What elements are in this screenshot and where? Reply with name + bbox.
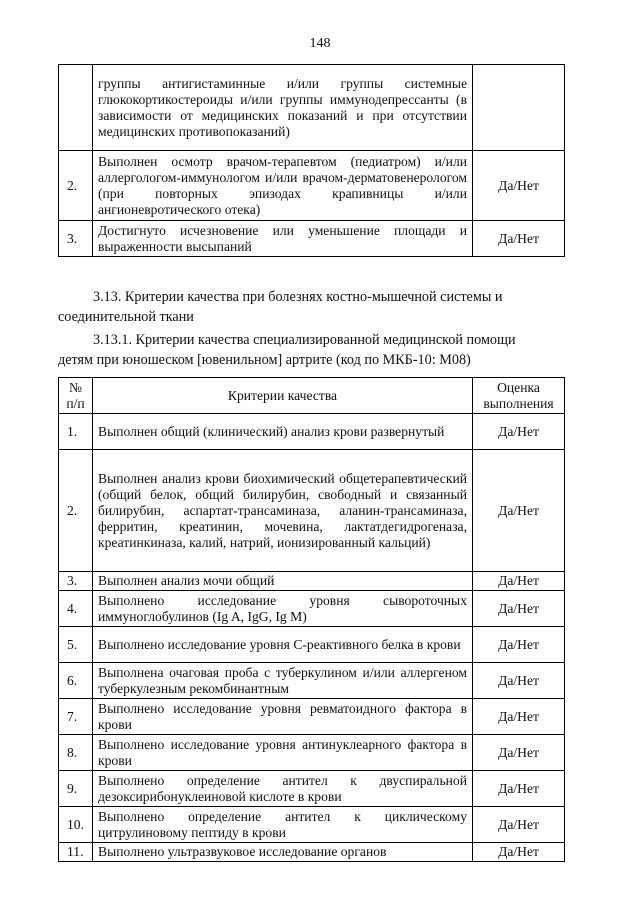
evaluation-cell: Да/Нет	[473, 450, 565, 572]
row-number: 1.	[59, 414, 93, 450]
evaluation-cell: Да/Нет	[473, 591, 565, 627]
criterion-text: Выполнено определение антител к двуспиральной дезоксирибонуклеиновой кислоте в крови	[93, 771, 473, 807]
table-row	[59, 450, 565, 572]
criterion-text: Выполнена очаговая проба с туберкулином и/или аллергеном туберкулезным рекомбинантным	[93, 663, 473, 699]
table-row	[59, 627, 565, 663]
table-row	[59, 771, 565, 807]
table-row	[59, 414, 565, 450]
table-row	[59, 221, 565, 257]
row-number: 8.	[59, 735, 93, 771]
evaluation-cell: Да/Нет	[473, 735, 565, 771]
row-number: 5.	[59, 627, 93, 663]
row-number: 2.	[59, 450, 93, 572]
table-row	[59, 699, 565, 735]
evaluation-cell: Да/Нет	[473, 699, 565, 735]
row-number: 11.	[59, 843, 93, 862]
quality-criteria-table	[58, 377, 565, 862]
row-number: 2.	[59, 151, 93, 221]
criterion-text: Выполнен анализ мочи общий	[93, 572, 473, 591]
header-evaluation: Оценка выполнения	[473, 378, 565, 414]
table-row	[59, 807, 565, 843]
table-row	[59, 65, 565, 151]
table-row	[59, 735, 565, 771]
criterion-text: Выполнен осмотр врачом-терапевтом (педиатром) и/или аллергологом-иммунологом и/или врачом-дерматовенерологом (при повторных эпизодах крапивницы и/или ангионевротического отека)	[93, 151, 473, 221]
criterion-text: Выполнено исследование уровня ревматоидного фактора в крови	[93, 699, 473, 735]
section-heading-3-13	[58, 287, 563, 327]
evaluation-cell: Да/Нет	[473, 627, 565, 663]
section-heading-line: 3.13.1. Критерии качества специализированной медицинской помощи	[93, 332, 516, 348]
table-row	[59, 572, 565, 591]
evaluation-cell: Да/Нет	[473, 663, 565, 699]
table-row	[59, 151, 565, 221]
row-number: 3.	[59, 572, 93, 591]
criterion-text: Достигнуто исчезновение или уменьшение площади и выраженности высыпаний	[93, 221, 473, 257]
row-number: 10.	[59, 807, 93, 843]
criterion-text: Выполнено исследование уровня сывороточных иммуноглобулинов (Ig A, IgG, Ig M)	[93, 591, 473, 627]
row-number: 4.	[59, 591, 93, 627]
section-heading-line: соединительной ткани	[58, 309, 194, 325]
criterion-text: Выполнено исследование уровня антинуклеарного фактора в крови	[93, 735, 473, 771]
row-number: 6.	[59, 663, 93, 699]
header-number: № п/п	[59, 378, 93, 414]
evaluation-cell: Да/Нет	[473, 771, 565, 807]
evaluation-cell: Да/Нет	[473, 807, 565, 843]
table-row	[59, 591, 565, 627]
evaluation-cell: Да/Нет	[473, 843, 565, 862]
table-header-row	[59, 378, 565, 414]
section-heading-line: детям при юношеском [ювенильном] артрите (код по МКБ-10: М08)	[58, 352, 471, 368]
row-number: 3.	[59, 221, 93, 257]
page-number: 148	[309, 36, 331, 51]
evaluation-cell: Да/Нет	[473, 151, 565, 221]
evaluation-cell: Да/Нет	[473, 221, 565, 257]
table-row	[59, 663, 565, 699]
table-row	[59, 843, 565, 862]
header-criteria: Критерии качества	[93, 378, 473, 414]
criterion-text: Выполнено исследование уровня С-реактивного белка в крови	[93, 627, 473, 663]
criterion-text: группы антигистаминные и/или группы системные глюкокортикостероиды и/или группы иммунодепрессанты (в зависимости от медицинских показаний и при отсутствии медицинских противопоказаний)	[93, 65, 473, 151]
section-heading-3-13-1	[58, 330, 563, 370]
row-number: 9.	[59, 771, 93, 807]
evaluation-cell: Да/Нет	[473, 414, 565, 450]
criteria-table-continued	[58, 64, 565, 257]
row-number: 7.	[59, 699, 93, 735]
row-number	[59, 65, 93, 151]
criterion-text: Выполнено ультразвуковое исследование органов	[93, 843, 473, 862]
criterion-text: Выполнен общий (клинический) анализ крови развернутый	[93, 414, 473, 450]
evaluation-cell: Да/Нет	[473, 572, 565, 591]
evaluation-cell	[473, 65, 565, 151]
section-heading-line: 3.13. Критерии качества при болезнях костно-мышечной системы и	[93, 289, 503, 305]
criterion-text: Выполнен анализ крови биохимический общетерапевтический (общий белок, общий билирубин, свободный и связанный билирубин, аспартат-трансаминаза, аланин-трансаминаза, ферритин, креатинин, мочевина, лактатдегидрогеназа, креатинкиназа, калий, натрий, ионизированный кальций)	[93, 450, 473, 572]
criterion-text: Выполнено определение антител к циклическому цитрулиновому пептиду в крови	[93, 807, 473, 843]
